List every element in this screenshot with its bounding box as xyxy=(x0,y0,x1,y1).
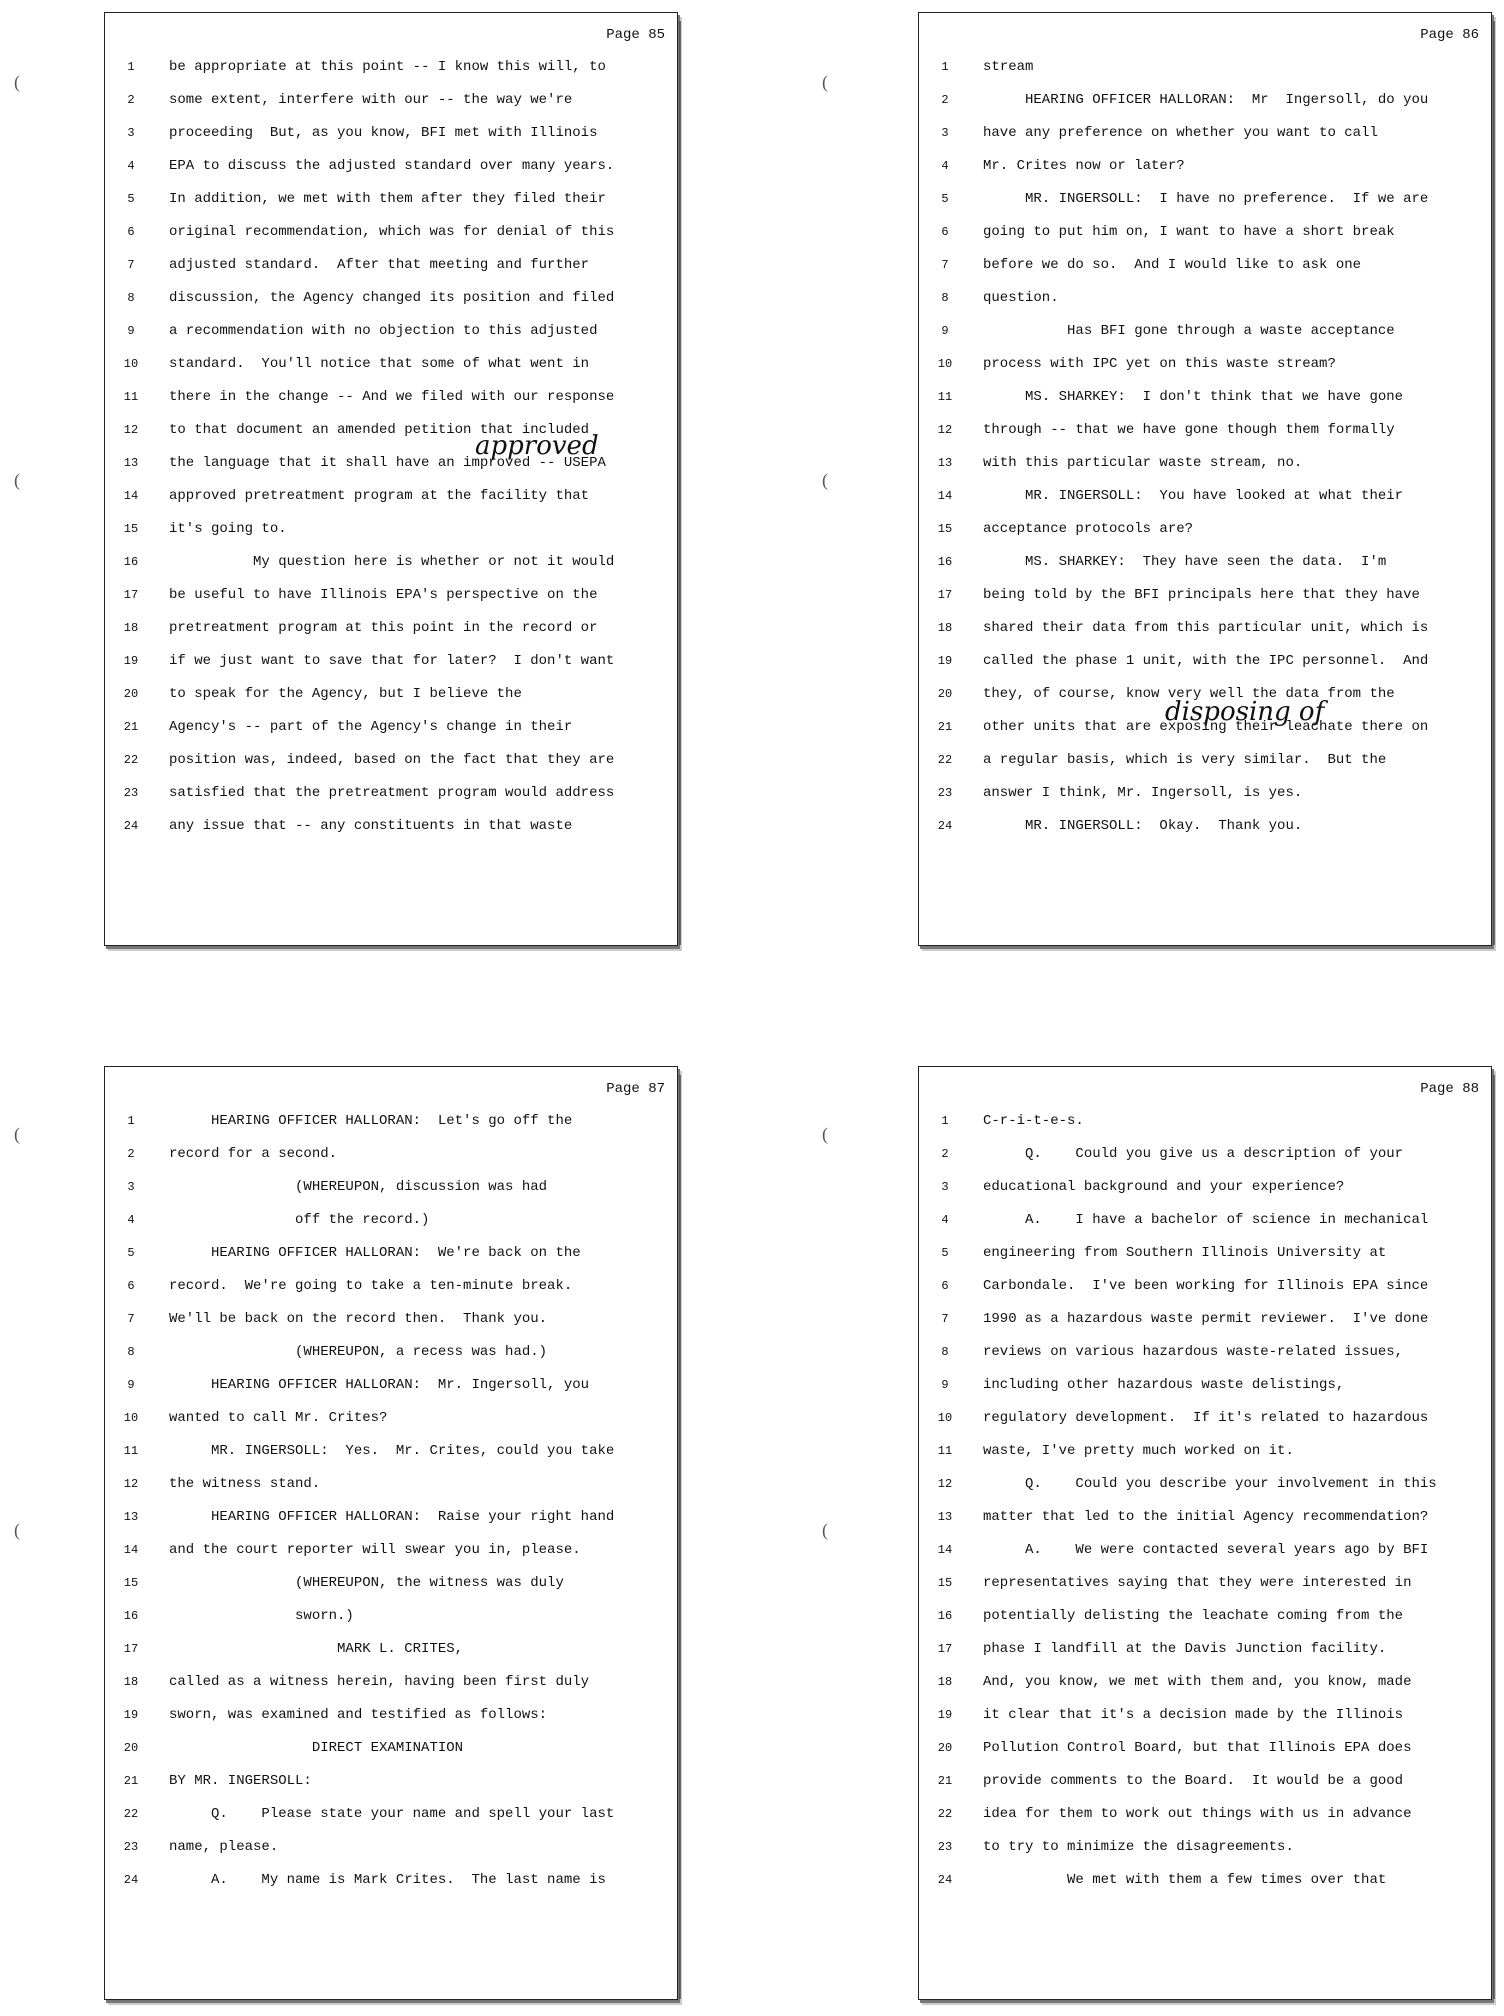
transcript-line: 17 phase I landfill at the Davis Junction facility. xyxy=(937,1641,1387,1657)
transcript-line: 10 standard. You'll notice that some of what went in xyxy=(123,356,590,372)
margin-mark: ( xyxy=(14,1520,20,1540)
margin-mark: ( xyxy=(822,1520,828,1540)
transcript-page-86 xyxy=(918,12,1492,946)
transcript-line: 24 MR. INGERSOLL: Okay. Thank you. xyxy=(937,818,1303,834)
transcript-line: 9 including other hazardous waste delistings, xyxy=(941,1377,1345,1393)
transcript-line: 16 MS. SHARKEY: They have seen the data. I'm xyxy=(937,554,1387,570)
transcript-line: 2 HEARING OFFICER HALLORAN: Mr Ingersoll, do you xyxy=(941,92,1429,108)
page-number: Page 87 xyxy=(606,1081,665,1097)
transcript-line: 3 proceeding But, as you know, BFI met with Illinois xyxy=(127,125,598,141)
transcript-line: 21 BY MR. INGERSOLL: xyxy=(123,1773,312,1789)
transcript-line: 24 any issue that -- any constituents in that waste xyxy=(123,818,573,834)
transcript-line: 14 A. We were contacted several years ago by BFI xyxy=(937,1542,1429,1558)
transcript-line: 4 off the record.) xyxy=(127,1212,430,1228)
transcript-line: 24 We met with them a few times over that xyxy=(937,1872,1387,1888)
transcript-line: 11 MR. INGERSOLL: Yes. Mr. Crites, could you take xyxy=(123,1443,615,1459)
transcript-line: 7 adjusted standard. After that meeting and further xyxy=(127,257,590,273)
page-number: Page 85 xyxy=(606,27,665,43)
transcript-page-87 xyxy=(104,1066,678,2000)
transcript-line: 15 representatives saying that they were interested in xyxy=(937,1575,1412,1591)
transcript-line: 12 Q. Could you describe your involvement in this xyxy=(937,1476,1437,1492)
transcript-line: 2 some extent, interfere with our -- the way we're xyxy=(127,92,573,108)
transcript-line: 21 provide comments to the Board. It would be a good xyxy=(937,1773,1404,1789)
transcript-line: 1 stream xyxy=(941,59,1034,75)
transcript-line: 3 (WHEREUPON, discussion was had xyxy=(127,1179,548,1195)
transcript-line: 15 acceptance protocols are? xyxy=(937,521,1194,537)
transcript-line: 21 Agency's -- part of the Agency's change in their xyxy=(123,719,573,735)
transcript-line: 7 before we do so. And I would like to ask one xyxy=(941,257,1362,273)
transcript-line: 10 wanted to call Mr. Crites? xyxy=(123,1410,388,1426)
handwritten-correction: disposing of xyxy=(1165,697,1325,727)
transcript-line: 9 Has BFI gone through a waste acceptance xyxy=(941,323,1395,339)
transcript-line: 22 idea for them to work out things with us in advance xyxy=(937,1806,1412,1822)
transcript-line: 10 regulatory development. If it's related to hazardous xyxy=(937,1410,1429,1426)
transcript-line: 4 A. I have a bachelor of science in mechanical xyxy=(941,1212,1429,1228)
handwritten-correction: approved xyxy=(475,431,599,461)
transcript-line: 19 called the phase 1 unit, with the IPC personnel. And xyxy=(937,653,1429,669)
transcript-line: 19 sworn, was examined and testified as follows: xyxy=(123,1707,548,1723)
transcript-line: 12 through -- that we have gone though them formally xyxy=(937,422,1395,438)
transcript-line: 13 HEARING OFFICER HALLORAN: Raise your right hand xyxy=(123,1509,615,1525)
transcript-line: 18 pretreatment program at this point in the record or xyxy=(123,620,598,636)
transcript-line: 24 A. My name is Mark Crites. The last name is xyxy=(123,1872,606,1888)
transcript-line: 23 satisfied that the pretreatment program would address xyxy=(123,785,615,801)
transcript-line: 18 shared their data from this particular unit, which is xyxy=(937,620,1429,636)
margin-mark: ( xyxy=(822,72,828,92)
transcript-line: 9 HEARING OFFICER HALLORAN: Mr. Ingersoll, you xyxy=(127,1377,590,1393)
transcript-line: 11 MS. SHARKEY: I don't think that we have gone xyxy=(937,389,1404,405)
transcript-line: 16 sworn.) xyxy=(123,1608,354,1624)
transcript-line: 14 approved pretreatment program at the facility that xyxy=(123,488,590,504)
transcript-line: 6 record. We're going to take a ten-minute break. xyxy=(127,1278,573,1294)
transcript-line: 7 We'll be back on the record then. Thank you. xyxy=(127,1311,548,1327)
transcript-line: 21 other units that are exposing their leachate there on xyxy=(937,719,1429,735)
transcript-line: 15 it's going to. xyxy=(123,521,287,537)
transcript-line: 15 (WHEREUPON, the witness was duly xyxy=(123,1575,564,1591)
transcript-line: 17 being told by the BFI principals here that they have xyxy=(937,587,1420,603)
transcript-line: 20 DIRECT EXAMINATION xyxy=(123,1740,464,1756)
transcript-line: 11 waste, I've pretty much worked on it. xyxy=(937,1443,1294,1459)
transcript-line: 20 Pollution Control Board, but that Illinois EPA does xyxy=(937,1740,1412,1756)
transcript-line: 22 a regular basis, which is very similar. But the xyxy=(937,752,1387,768)
transcript-line: 6 going to put him on, I want to have a short break xyxy=(941,224,1395,240)
transcript-line: 1 be appropriate at this point -- I know this will, to xyxy=(127,59,606,75)
transcript-line: 14 MR. INGERSOLL: You have looked at what their xyxy=(937,488,1404,504)
transcript-line: 23 name, please. xyxy=(123,1839,279,1855)
transcript-line: 1 HEARING OFFICER HALLORAN: Let's go off the xyxy=(127,1113,573,1129)
transcript-line: 2 record for a second. xyxy=(127,1146,338,1162)
transcript-line: 2 Q. Could you give us a description of your xyxy=(941,1146,1404,1162)
margin-mark: ( xyxy=(14,1124,20,1144)
transcript-line: 1 C-r-i-t-e-s. xyxy=(941,1113,1084,1129)
transcript-line: 20 they, of course, know very well the data from the xyxy=(937,686,1395,702)
transcript-line: 16 My question here is whether or not it would xyxy=(123,554,615,570)
transcript-line: 17 be useful to have Illinois EPA's perspective on the xyxy=(123,587,598,603)
transcript-line: 22 position was, indeed, based on the fact that they are xyxy=(123,752,615,768)
page-number: Page 86 xyxy=(1420,27,1479,43)
transcript-line: 13 with this particular waste stream, no. xyxy=(937,455,1303,471)
transcript-line: 11 there in the change -- And we filed with our response xyxy=(123,389,615,405)
transcript-line: 18 called as a witness herein, having been first duly xyxy=(123,1674,590,1690)
transcript-line: 8 (WHEREUPON, a recess was had.) xyxy=(127,1344,548,1360)
transcript-page-85 xyxy=(104,12,678,946)
transcript-line: 5 engineering from Southern Illinois University at xyxy=(941,1245,1387,1261)
transcript-line: 16 potentially delisting the leachate coming from the xyxy=(937,1608,1404,1624)
transcript-line: 12 to that document an amended petition that included xyxy=(123,422,590,438)
transcript-line: 14 and the court reporter will swear you in, please. xyxy=(123,1542,581,1558)
page-number: Page 88 xyxy=(1420,1081,1479,1097)
transcript-line: 5 In addition, we met with them after they filed their xyxy=(127,191,606,207)
transcript-line: 8 question. xyxy=(941,290,1059,306)
transcript-line: 7 1990 as a hazardous waste permit reviewer. I've done xyxy=(941,1311,1429,1327)
margin-mark: ( xyxy=(822,1124,828,1144)
transcript-line: 9 a recommendation with no objection to this adjusted xyxy=(127,323,598,339)
transcript-line: 17 MARK L. CRITES, xyxy=(123,1641,464,1657)
transcript-line: 4 EPA to discuss the adjusted standard over many years. xyxy=(127,158,615,174)
transcript-line: 19 it clear that it's a decision made by the Illinois xyxy=(937,1707,1404,1723)
transcript-line: 6 Carbondale. I've been working for Illinois EPA since xyxy=(941,1278,1429,1294)
transcript-line: 19 if we just want to save that for later? I don't want xyxy=(123,653,615,669)
transcript-line: 22 Q. Please state your name and spell your last xyxy=(123,1806,615,1822)
transcript-line: 8 discussion, the Agency changed its position and filed xyxy=(127,290,615,306)
transcript-line: 10 process with IPC yet on this waste stream? xyxy=(937,356,1336,372)
transcript-page-88 xyxy=(918,1066,1492,2000)
transcript-line: 12 the witness stand. xyxy=(123,1476,321,1492)
transcript-line: 8 reviews on various hazardous waste-related issues, xyxy=(941,1344,1404,1360)
transcript-line: 6 original recommendation, which was for denial of this xyxy=(127,224,615,240)
transcript-line: 5 MR. INGERSOLL: I have no preference. If we are xyxy=(941,191,1429,207)
margin-mark: ( xyxy=(14,72,20,92)
transcript-line: 3 have any preference on whether you want to call xyxy=(941,125,1378,141)
transcript-line: 23 answer I think, Mr. Ingersoll, is yes. xyxy=(937,785,1303,801)
transcript-line: 4 Mr. Crites now or later? xyxy=(941,158,1185,174)
transcript-line: 23 to try to minimize the disagreements. xyxy=(937,1839,1294,1855)
margin-mark: ( xyxy=(822,470,828,490)
transcript-line: 20 to speak for the Agency, but I believe the xyxy=(123,686,522,702)
transcript-line: 5 HEARING OFFICER HALLORAN: We're back on the xyxy=(127,1245,581,1261)
transcript-line: 3 educational background and your experience? xyxy=(941,1179,1345,1195)
transcript-line: 13 matter that led to the initial Agency recommendation? xyxy=(937,1509,1429,1525)
transcript-line: 13 the language that it shall have an improved -- USEPA xyxy=(123,455,606,471)
transcript-line: 18 And, you know, we met with them and, you know, made xyxy=(937,1674,1412,1690)
margin-mark: ( xyxy=(14,470,20,490)
